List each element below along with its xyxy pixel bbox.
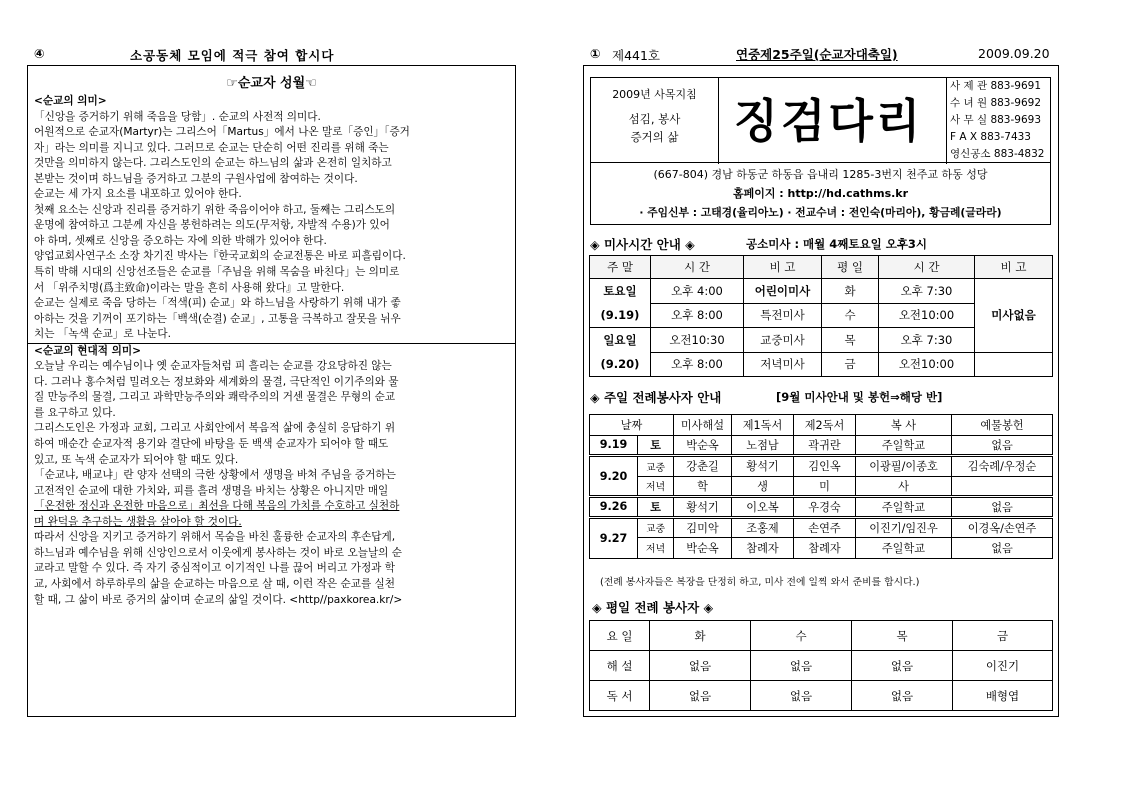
martyr-article — [27, 65, 516, 717]
article-line: 그리스도인은 가정과 교회, 그리고 사회안에서 복음적 삶에 충실히 응답하기 위 — [34, 422, 396, 435]
issue-date: 2009.09.20 — [978, 46, 1050, 61]
contact-line: F A X 883-7433 — [950, 131, 1031, 143]
col-weekend: 주 말 — [590, 256, 651, 279]
contact-line: 사 제 관 883-9691 — [950, 80, 1041, 92]
pastoral-motto — [591, 78, 719, 164]
table-cell: 특전미사 — [744, 303, 822, 328]
article-line: 서 「위주치명(爲主致命)이라는 말을 흔히 사용해 왔다』고 말한다. — [34, 281, 345, 294]
address-box — [590, 163, 1051, 225]
table-cell — [975, 352, 1053, 377]
article-banner: ☞순교자 성월☜ — [226, 76, 317, 91]
table-cell: 이오복 — [732, 497, 794, 518]
contact-line: 사 무 실 883-9693 — [950, 114, 1041, 126]
article-line: 첫째 요소는 신앙과 진리를 증거하기 위한 죽음이어야 하고, 둘째는 그리스도의 — [34, 203, 396, 216]
article-line: 있고, 또 녹색 순교자가 되어야 할 때도 있다. — [34, 453, 239, 466]
sunday-servers-table — [589, 414, 1053, 559]
weekend-day2: 일요일 — [590, 328, 651, 353]
article-line: 「신앙을 증거하기 위해 죽음을 당함」. 순교의 사전적 의미다. — [34, 110, 321, 123]
contact-line: 수 녀 원 883-9692 — [950, 97, 1041, 109]
hdr-offering: 예물봉헌 — [952, 415, 1053, 436]
article-line: 교, 사회에서 하루하루의 삶을 순교하는 마음으로 살 때, 이런 작은 순교를 실천 — [34, 577, 396, 590]
article-line: 질 만능주의 물결, 그리고 과학만능주의와 쾌락주의의 거센 물결은 무형의 순교 — [34, 391, 396, 404]
table-cell: 오후 7:30 — [879, 328, 975, 353]
date-926: 9.26 — [590, 497, 638, 518]
mass-label: 저녁 — [638, 476, 674, 497]
article-line — [34, 515, 509, 531]
table-cell: 수 — [751, 621, 852, 651]
hdr-altar: 복 사 — [856, 415, 952, 436]
homepage-link[interactable]: 홈페이지 : http://hd.cathms.kr — [732, 187, 909, 200]
table-cell: 없음 — [852, 681, 953, 711]
table-cell: 주일학교 — [856, 538, 952, 559]
underlined-text: 며 완덕을 추구하는 생활을 살아야 할 것이다. — [34, 515, 242, 528]
table-cell: 김인옥 — [794, 456, 856, 477]
table-cell: 저녁미사 — [744, 352, 822, 377]
table-cell: 금 — [953, 621, 1053, 651]
table-cell: 김숙례/우정순 — [952, 456, 1053, 477]
table-cell: 없음 — [650, 681, 751, 711]
page-number-left: ④ — [34, 46, 45, 61]
table-cell: 박순옥 — [674, 435, 732, 456]
no-mass-note: 미사없음 — [975, 279, 1053, 353]
servers-note: (전례 봉사자들은 복장을 단정히 하고, 미사 전에 일찍 와서 준비를 합시다.) — [600, 577, 920, 588]
parish-slogan: 소공동체 모임에 적극 참여 합시다 — [130, 48, 335, 63]
article-line: 할 때, 그 삶이 바로 증거의 삶이며 순교의 삶일 것이다. <http//paxkorea.kr/> — [34, 593, 403, 606]
article-line: 하여 매순간 순교자적 용기와 결단에 바탕을 둔 백색 순교자가 되어야 할 때도 — [34, 438, 389, 451]
table-cell: 목 — [852, 621, 953, 651]
date-919: 9.19 — [590, 435, 638, 456]
table-cell: 오후 7:30 — [879, 279, 975, 304]
table-cell: 조홍제 — [732, 517, 794, 538]
article-line: 어원적으로 순교자(Martyr)는 그리스어「Martus」에서 나온 말로「증인」「증거 — [34, 126, 410, 139]
masthead — [590, 77, 1051, 163]
table-cell: 없음 — [952, 538, 1053, 559]
table-cell: 교중미사 — [744, 328, 822, 353]
col-weekday: 평 일 — [822, 256, 879, 279]
table-cell: 수 — [822, 303, 879, 328]
article-line: 따라서 신앙을 지키고 증거하기 위해서 목숨을 바친 훌륭한 순교자의 후손답게, — [34, 531, 396, 544]
hdr-date: 날짜 — [590, 415, 674, 436]
mass-label: 토 — [638, 497, 674, 518]
table-cell: 박순옥 — [674, 538, 732, 559]
article-line: 교라고 말할 수 있다. 즉 자기 중심적이고 이기적인 나를 끊어 버리고 가정과 학 — [34, 562, 396, 575]
hdr-reading2: 제2독서 — [794, 415, 856, 436]
article-line: 하느님과 예수님을 위해 신앙인으로서 이웃에게 봉사하는 것이 바로 오늘날의 순 — [34, 546, 403, 559]
table-cell: 없음 — [751, 651, 852, 681]
feast-title: 연중제25주일(순교자대축일) — [736, 47, 898, 62]
article-line: 오늘날 우리는 예수님이나 옛 순교자들처럼 피 흘리는 순교를 강요당하진 않는 — [34, 360, 392, 373]
article-body — [34, 94, 509, 608]
table-cell: 이진기 — [953, 651, 1053, 681]
motto-line2: 증거의 삶 — [630, 130, 679, 144]
table-cell: 손연주 — [794, 517, 856, 538]
parish-address: (667-804) 경남 하동군 하동읍 읍내리 1285-3번지 천주교 하동 성당 — [653, 168, 988, 181]
contact-list — [946, 78, 1052, 164]
col-time: 시 간 — [651, 256, 744, 279]
article-line: 양업교회사연구소 소장 차기진 박사는『한국교회의 순교전통은 바로 피흘림이다. — [34, 250, 406, 263]
article-line: 치는 「녹색 순교」로 나눈다. — [34, 328, 171, 341]
article-line: 특히 박해 시대의 신앙선조들은 순교를「주님을 위해 목숨을 바친다」는 의미로 — [34, 266, 400, 279]
table-cell: 없음 — [852, 651, 953, 681]
article-line: 본받는 것이며 하느님을 증거하고 그분의 구원사업에 참여하는 것이다. — [34, 172, 358, 185]
table-cell: 황석기 — [732, 456, 794, 477]
mass-schedule-table — [589, 255, 1053, 377]
sunday-servers-subtitle: [9월 미사안내 및 봉헌⇒해당 반] — [776, 390, 943, 404]
table-cell: 오전10:00 — [879, 303, 975, 328]
hdr-commentary: 미사해설 — [674, 415, 732, 436]
table-cell: 없음 — [751, 681, 852, 711]
table-cell: 주일학교 — [856, 435, 952, 456]
table-cell: 우경숙 — [794, 497, 856, 518]
weekday-servers-table — [589, 620, 1053, 711]
table-cell: 오후 8:00 — [651, 303, 744, 328]
table-cell: 황석기 — [674, 497, 732, 518]
table-cell: 사 — [856, 476, 952, 497]
row-label-commentary: 해 설 — [590, 651, 650, 681]
table-cell: 곽귀란 — [794, 435, 856, 456]
hdr-day: 요 일 — [590, 621, 650, 651]
table-cell: 어린이미사 — [744, 279, 822, 304]
article-line: 순교는 세 가지 요소를 내포하고 있어야 한다. — [34, 188, 242, 201]
table-cell: 오전10:00 — [879, 352, 975, 377]
article-line: 순교는 실제로 죽음 당하는「적색(피) 순교」와 하느님을 사랑하기 위해 내가 좋 — [34, 297, 401, 310]
table-cell: 참례자 — [794, 538, 856, 559]
table-cell: 오전10:30 — [651, 328, 744, 353]
table-cell: 없음 — [650, 651, 751, 681]
mass-label: 저녁 — [638, 538, 674, 559]
table-cell: 배형엽 — [953, 681, 1053, 711]
weekend-day1: 토요일 — [590, 279, 651, 304]
mission-mass-note: 공소미사 : 매월 4째토요일 오후3시 — [746, 237, 928, 251]
article-line — [34, 499, 509, 515]
date-920: 9.20 — [590, 456, 638, 497]
article-line: 것만을 의미하지 않는다. 그리스도인의 순교는 하느님의 삶과 온전히 일치하고 — [34, 157, 392, 170]
staff-line: · 주임신부 : 고태경(율리아노) · 전교수녀 : 전인숙(마리아), 황금례(글라라) — [639, 206, 1002, 219]
mass-label: 교중 — [638, 517, 674, 538]
bulletin-logo: 징검다리 — [733, 94, 924, 148]
mass-schedule-title: ◈ 미사시간 안내 ◈ — [590, 237, 695, 252]
table-cell: 학 — [674, 476, 732, 497]
table-cell: 없음 — [952, 435, 1053, 456]
article-line: 아하는 것을 기꺼이 포기하는「백색(순결) 순교」, 고통을 극복하고 잘못을 뉘우 — [34, 312, 401, 325]
article-line: 자」라는 의미를 지니고 있다. 그러므로 순교는 단순히 어떤 진리를 위해 죽는 — [34, 141, 389, 154]
page-number-right: ① — [590, 46, 601, 61]
col-wnote: 비 고 — [975, 256, 1053, 279]
table-cell: 오후 8:00 — [651, 352, 744, 377]
table-cell: 목 — [822, 328, 879, 353]
section-heading: <순교의 현대적 의미> — [34, 344, 141, 357]
sunday-servers-title: ◈ 주일 전례봉사자 안내 — [590, 390, 722, 405]
table-cell: 이진기/임진우 — [856, 517, 952, 538]
table-cell: 노점남 — [732, 435, 794, 456]
motto-line1: 섬김, 봉사 — [628, 112, 681, 126]
weekend-date1: (9.19) — [590, 303, 651, 328]
article-line: 를 요구하고 있다. — [34, 406, 116, 419]
table-cell: 강춘길 — [674, 456, 732, 477]
article-line: 운명에 참여하고 그분께 자신을 봉헌하려는 의도(무저항, 자발적 수용)가 있어 — [34, 219, 390, 232]
weekday-servers-title: ◈ 평일 전례 봉사자 ◈ — [592, 600, 714, 615]
table-cell: 화 — [822, 279, 879, 304]
contact-line: 영신공소 883-4832 — [950, 148, 1045, 160]
table-cell: 주일학교 — [856, 497, 952, 518]
table-cell: 오후 4:00 — [651, 279, 744, 304]
table-cell: 김미악 — [674, 517, 732, 538]
table-cell: 이광필/이종호 — [856, 456, 952, 477]
article-line: 고전적인 순교에 대한 가치와, 피를 흘려 생명을 바치는 상황은 아니지만 매일 — [34, 484, 389, 497]
table-cell: 이경옥/손연주 — [952, 517, 1053, 538]
hdr-reading1: 제1독서 — [732, 415, 794, 436]
article-line: 다. 그러나 홍수처럼 밀려오는 정보화와 세계화의 물결, 극단적인 이기주의와 물 — [34, 375, 399, 388]
table-cell: 없음 — [952, 497, 1053, 518]
table-cell: 금 — [822, 352, 879, 377]
article-line: 야 하며, 셋째로 신앙을 증오하는 자에 의한 박해가 있어야 한다. — [34, 234, 327, 247]
issue-number: 제441호 — [612, 48, 661, 63]
table-cell: 미 — [794, 476, 856, 497]
article-line: 「순교냐, 배교냐」란 양자 선택의 극한 상황에서 생명을 바쳐 주님을 증거하는 — [34, 469, 396, 482]
table-cell: 생 — [732, 476, 794, 497]
section-heading: <순교의 의미> — [34, 95, 107, 107]
row-label-reading: 독 서 — [590, 681, 650, 711]
table-cell: 참례자 — [732, 538, 794, 559]
table-cell: 화 — [650, 621, 751, 651]
table-cell — [952, 476, 1053, 497]
motto-year: 2009년 사목지침 — [612, 88, 697, 101]
weekend-date2: (9.20) — [590, 352, 651, 377]
mass-label: 토 — [638, 435, 674, 456]
date-927: 9.27 — [590, 517, 638, 558]
col-wtime: 시 간 — [879, 256, 975, 279]
mass-label: 교중 — [638, 456, 674, 477]
underlined-text: 「온전한 정신과 온전한 마음으로」최선을 다해 복음의 가치를 수호하고 실천하 — [34, 500, 400, 513]
col-note: 비 고 — [744, 256, 822, 279]
